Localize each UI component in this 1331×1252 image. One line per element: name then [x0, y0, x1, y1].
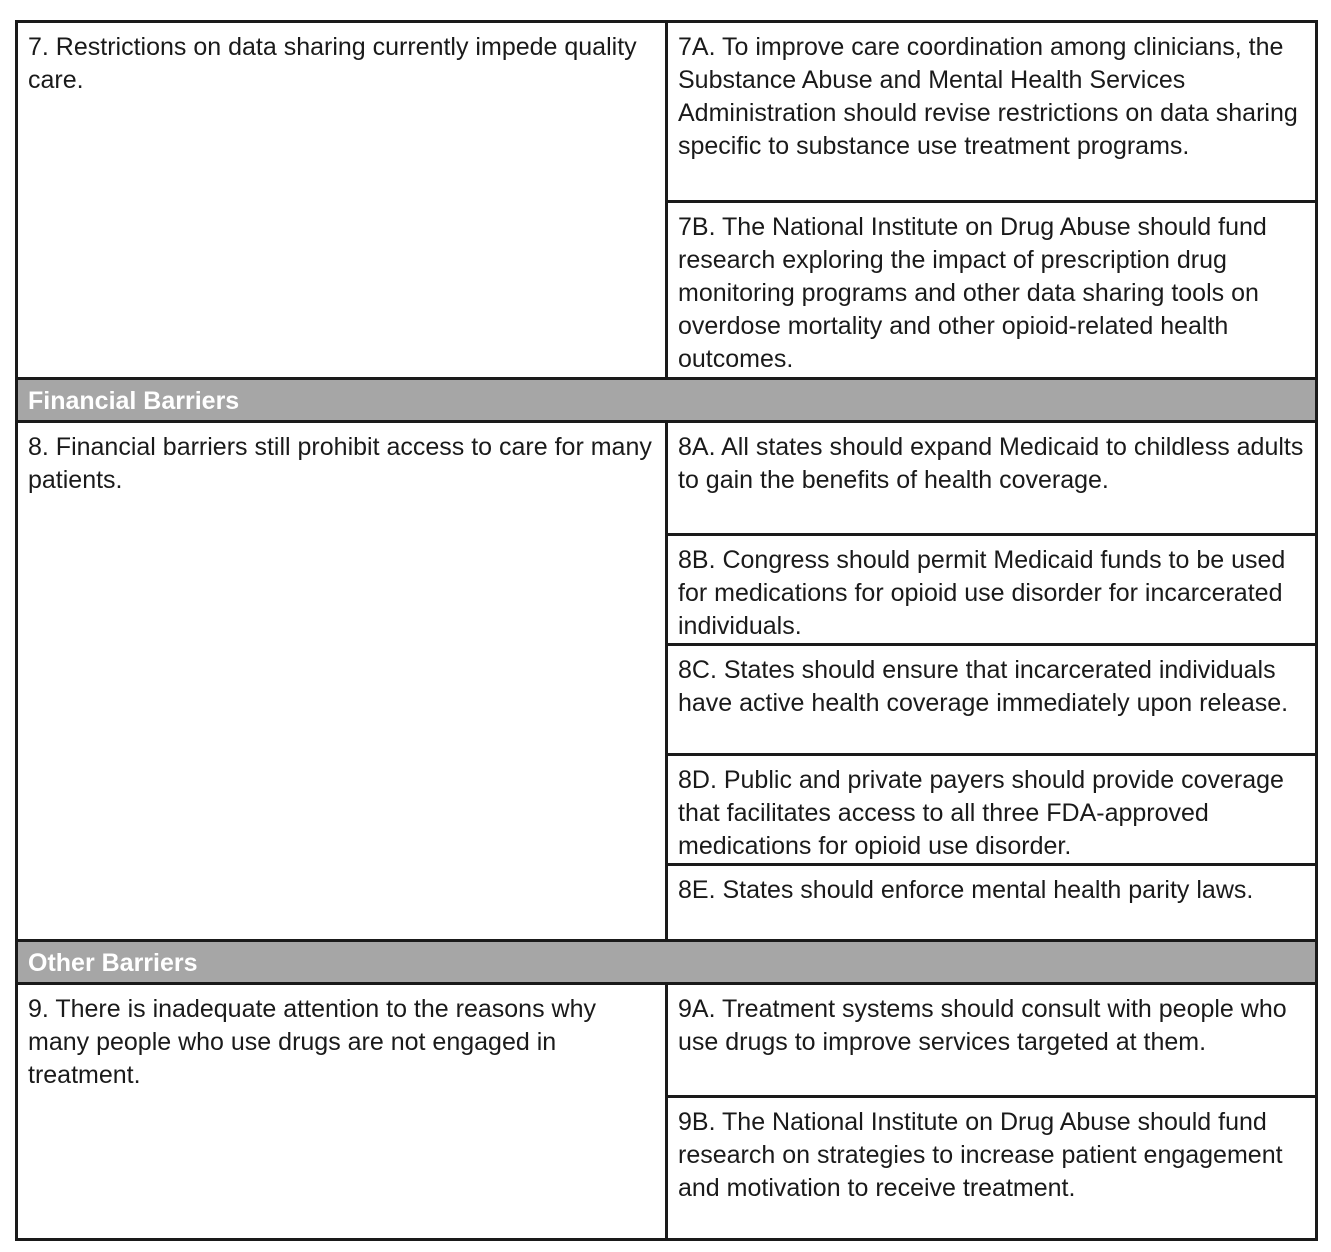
recommendations-8: [668, 423, 1315, 939]
recommendation-8e: 8E. States should enforce mental health parity laws.: [668, 863, 1315, 939]
recommendation-8d: 8D. Public and private payers should provide coverage that facilitates access to all three FDA-approved medications for opioid use disorder.: [668, 753, 1315, 863]
section-header-financial-barriers: Financial Barriers: [18, 377, 1315, 423]
finding-9: 9. There is inadequate attention to the reasons why many people who use drugs are not engaged in treatment.: [18, 985, 668, 1238]
barriers-table: [15, 20, 1318, 1241]
recommendation-7a: 7A. To improve care coordination among clinicians, the Substance Abuse and Mental Health Services Administration should revise restrictions on data sharing specific to substance use treatment programs.: [678, 33, 1298, 160]
recommendation-9b: 9B. The National Institute on Drug Abuse should fund research on strategies to increase patient engagement and motivation to receive treatment.: [668, 1095, 1315, 1238]
recommendation-9a: 9A. Treatment systems should consult with people who use drugs to improve services targeted at them.: [678, 995, 1287, 1056]
recommendation-8c: 8C. States should ensure that incarcerated individuals have active health coverage immediately upon release.: [668, 643, 1315, 753]
recommendation-8a: 8A. All states should expand Medicaid to childless adults to gain the benefits of health coverage.: [678, 433, 1304, 494]
finding-8: 8. Financial barriers still prohibit access to care for many patients.: [18, 423, 668, 939]
recommendation-7b: 7B. The National Institute on Drug Abuse should fund research exploring the impact of prescription drug monitoring programs and other data sharing tools on overdose mortality and other opioid-related health outcomes.: [668, 200, 1315, 377]
recommendation-8b: 8B. Congress should permit Medicaid funds to be used for medications for opioid use disorder for incarcerated individuals.: [668, 533, 1315, 643]
recommendations-7: [668, 23, 1315, 377]
section-header-other-barriers: Other Barriers: [18, 939, 1315, 985]
recommendations-9: [668, 985, 1315, 1238]
finding-7: 7. Restrictions on data sharing currently impede quality care.: [18, 23, 668, 377]
